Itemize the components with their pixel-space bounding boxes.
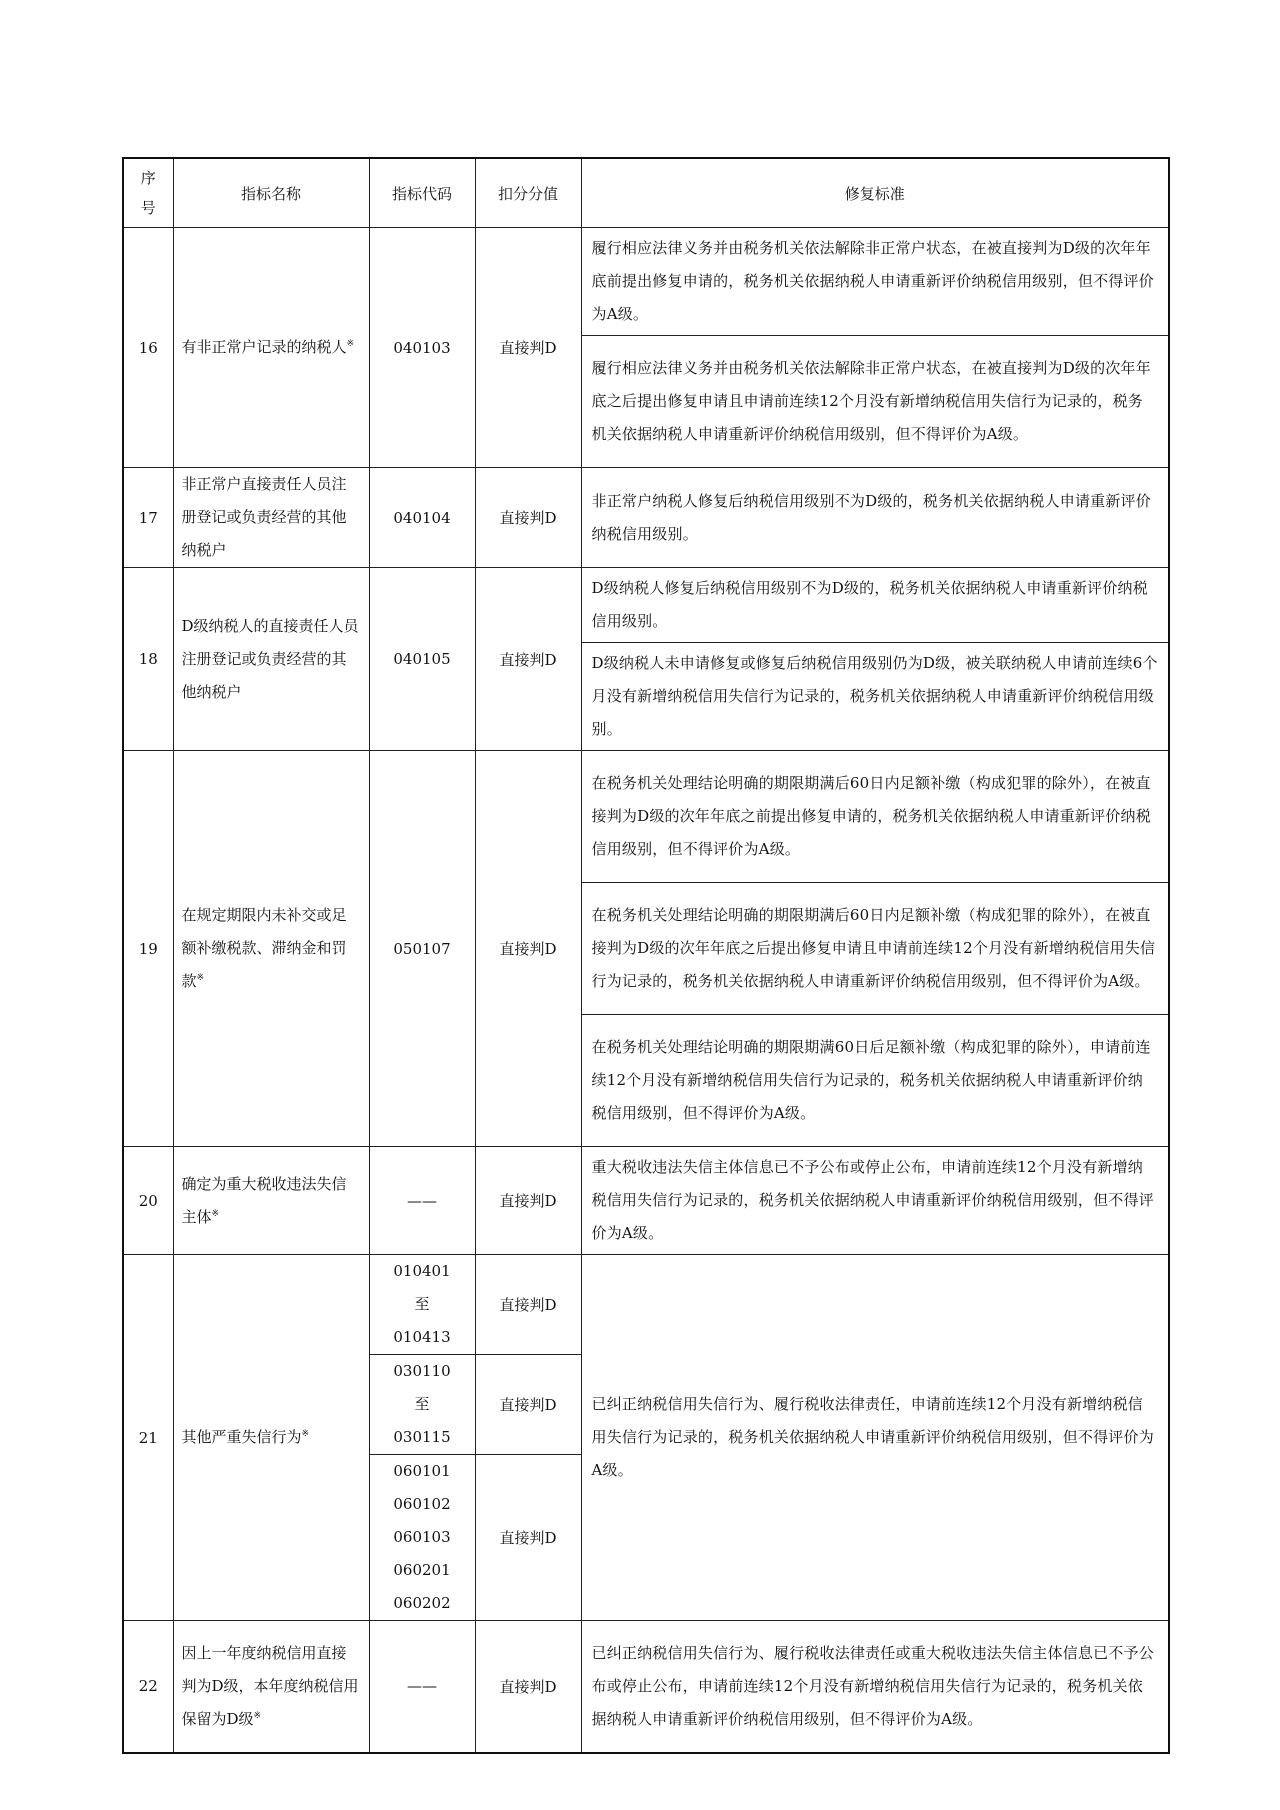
- row-indicator-name: 非正常户直接责任人员注册登记或负责经营的其他纳税户: [173, 468, 369, 568]
- footnote-mark: ※: [211, 1208, 220, 1219]
- row-indicator-name: 在规定期限内未补交或足额补缴税款、滞纳金和罚款※: [173, 751, 369, 1147]
- repair-standard: 非正常户纳税人修复后纳税信用级别不为D级的，税务机关依据纳税人申请重新评价纳税信用级别。: [581, 468, 1169, 568]
- repair-standard: D级纳税人未申请修复或修复后纳税信用级别仍为D级，被关联纳税人申请前连续6个月没有新增纳税信用失信行为记录的，税务机关依据纳税人申请重新评价纳税信用级别。: [581, 643, 1169, 751]
- table-row-21: [123, 1255, 1169, 1355]
- row-deduction: 直接判D: [475, 1147, 581, 1255]
- repair-standard: D级纳税人修复后纳税信用级别不为D级的，税务机关依据纳税人申请重新评价纳税信用级别。: [581, 568, 1169, 643]
- indicator-code: 060201: [393, 1561, 451, 1579]
- repair-standard: 在税务机关处理结论明确的期限期满后60日内足额补缴（构成犯罪的除外），在被直接判为D级的次年年底之后提出修复申请且申请前连续12个月没有新增纳税信用失信行为记录的，税务机关依据纳税人申请重新评价纳税信用级别，但不得评价为A级。: [581, 883, 1169, 1015]
- row-seq: 17: [123, 468, 173, 568]
- row-indicator-code-list: [369, 1455, 475, 1621]
- repair-standard: 履行相应法律义务并由税务机关依法解除非正常户状态，在被直接判为D级的次年年底之后提出修复申请且申请前连续12个月没有新增纳税信用失信行为记录的，税务机关依据纳税人申请重新评价纳税信用级别，但不得评价为A级。: [581, 336, 1169, 468]
- row-indicator-name: D级纳税人的直接责任人员注册登记或负责经营的其他纳税户: [173, 568, 369, 751]
- repair-standards-table: [122, 157, 1170, 1754]
- repair-standard: 履行相应法律义务并由税务机关依法解除非正常户状态，在被直接判为D级的次年年底前提出修复申请的，税务机关依据纳税人申请重新评价纳税信用级别，但不得评价为A级。: [581, 228, 1169, 336]
- row-deduction: 直接判D: [475, 1255, 581, 1355]
- row-indicator-name: 其他严重失信行为※: [173, 1255, 369, 1621]
- header-row: [123, 158, 1169, 228]
- row-seq: 18: [123, 568, 173, 751]
- row-indicator-code: 030110 至 030115: [369, 1355, 475, 1455]
- row-indicator-name: 因上一年度纳税信用直接判为D级，本年度纳税信用保留为D级※: [173, 1621, 369, 1753]
- row-indicator-code: 010401 至 010413: [369, 1255, 475, 1355]
- repair-standard: 在税务机关处理结论明确的期限期满后60日内足额补缴（构成犯罪的除外），在被直接判为D级的次年年底之前提出修复申请的，税务机关依据纳税人申请重新评价纳税信用级别，但不得评价为A级。: [581, 751, 1169, 883]
- row-deduction: 直接判D: [475, 568, 581, 751]
- table-row-20: [123, 1147, 1169, 1255]
- indicator-code: 060102: [393, 1495, 451, 1513]
- row-seq: 19: [123, 751, 173, 1147]
- row-seq: 20: [123, 1147, 173, 1255]
- repair-standard: 重大税收违法失信主体信息已不予公布或停止公布，申请前连续12个月没有新增纳税信用失信行为记录的，税务机关依据纳税人申请重新评价纳税信用级别，但不得评价为A级。: [581, 1147, 1169, 1255]
- row-seq: 16: [123, 228, 173, 468]
- footnote-mark: ※: [196, 973, 205, 983]
- header-standard: 修复标准: [581, 158, 1169, 228]
- table-row-16: [123, 228, 1169, 336]
- row-indicator-code: ——: [369, 1621, 475, 1753]
- row-indicator-code: 040105: [369, 568, 475, 751]
- footnote-mark: ※: [301, 1429, 310, 1439]
- table-row-19: [123, 751, 1169, 883]
- row-indicator-code: 040103: [369, 228, 475, 468]
- row-seq: 22: [123, 1621, 173, 1753]
- repair-standard: 已纠正纳税信用失信行为、履行税收法律责任或重大税收违法失信主体信息已不予公布或停止公布，申请前连续12个月没有新增纳税信用失信行为记录的，税务机关依据纳税人申请重新评价纳税信用级别，但不得评价为A级。: [581, 1621, 1169, 1753]
- table-row-17: [123, 468, 1169, 568]
- row-indicator-name: 有非正常户记录的纳税人※: [173, 228, 369, 468]
- indicator-code: 060202: [393, 1594, 451, 1612]
- row-seq: 21: [123, 1255, 173, 1621]
- row-deduction: 直接判D: [475, 751, 581, 1147]
- table-row-22: [123, 1621, 1169, 1753]
- row-deduction: 直接判D: [475, 468, 581, 568]
- row-deduction: 直接判D: [475, 1355, 581, 1455]
- header-seq: 序号: [123, 158, 173, 228]
- header-deduction: 扣分分值: [475, 158, 581, 228]
- row-deduction: 直接判D: [475, 1621, 581, 1753]
- indicator-code: 060101: [393, 1462, 451, 1480]
- repair-standard: 已纠正纳税信用失信行为、履行税收法律责任，申请前连续12个月没有新增纳税信用失信行为记录的，税务机关依据纳税人申请重新评价纳税信用级别，但不得评价为A级。: [581, 1255, 1169, 1621]
- indicator-code: 060103: [393, 1528, 451, 1546]
- row-deduction: 直接判D: [475, 228, 581, 468]
- table-row-18: [123, 568, 1169, 643]
- row-indicator-code: 050107: [369, 751, 475, 1147]
- row-indicator-name: 确定为重大税收违法失信主体※: [173, 1147, 369, 1255]
- row-indicator-code: ——: [369, 1147, 475, 1255]
- footnote-mark: ※: [346, 339, 355, 349]
- header-name: 指标名称: [173, 158, 369, 228]
- header-code: 指标代码: [369, 158, 475, 228]
- repair-standard: 在税务机关处理结论明确的期限期满60日后足额补缴（构成犯罪的除外），申请前连续12个月没有新增纳税信用失信行为记录的，税务机关依据纳税人申请重新评价纳税信用级别，但不得评价为A级。: [581, 1015, 1169, 1147]
- row-indicator-code: 040104: [369, 468, 475, 568]
- row-deduction: 直接判D: [475, 1455, 581, 1621]
- footnote-mark: ※: [253, 1710, 262, 1721]
